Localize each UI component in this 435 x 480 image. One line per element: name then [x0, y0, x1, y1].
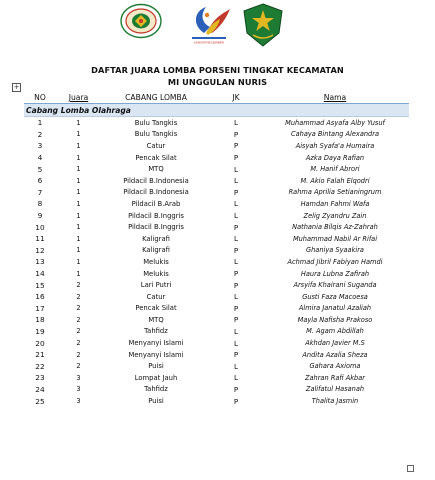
table-row [24, 175, 409, 187]
table-row [24, 163, 409, 175]
row-nama: Almira Janatul Azaliah [298, 304, 372, 313]
row-nama: Haura Lubna Zafirah [300, 269, 370, 278]
row-jk: P [233, 350, 239, 360]
row-juara: 1 [76, 176, 81, 185]
row-cabang-lomba: Kaligrafi [142, 234, 170, 243]
row-nama: Andita Azalia Sheza [302, 350, 368, 359]
row-nama: M. Agam Abdillah [306, 327, 364, 336]
row-juara: 1 [76, 141, 81, 150]
row-jk: P [233, 303, 239, 313]
table-row [24, 395, 409, 407]
row-no: 3 [37, 141, 43, 151]
row-cabang-lomba: Pildacil B.Indonesia [123, 188, 189, 197]
row-nama: Nathania Bilqis Az-Zahrah [292, 223, 378, 232]
row-no: 1 [37, 118, 43, 128]
row-no: 19 [35, 326, 45, 336]
regency-bird-logo-icon [184, 3, 234, 45]
row-nama: Zelig Zyandru Zain [303, 211, 367, 220]
row-no: 4 [37, 153, 43, 163]
row-nama: Azka Daya Rafian [305, 153, 365, 162]
table-row [24, 291, 409, 303]
section-label: Cabang Lomba Olahraga [24, 104, 409, 117]
row-jk: P [233, 315, 239, 325]
table-row [24, 210, 409, 222]
row-nama: Aisyah Syafa'a Humaira [295, 141, 375, 150]
row-juara: 1 [76, 223, 81, 232]
header-jk: JK [211, 92, 261, 104]
table-row [24, 233, 409, 245]
row-jk: P [233, 384, 239, 394]
row-no: 6 [37, 176, 43, 186]
row-juara: 2 [76, 315, 81, 324]
row-juara: 1 [76, 165, 81, 174]
table-row [24, 372, 409, 384]
row-jk: P [233, 280, 239, 290]
row-no: 20 [35, 338, 45, 348]
school-emblem-icon [120, 3, 162, 39]
row-nama: Gahara Axioma [309, 362, 361, 371]
table-row [24, 349, 409, 361]
table-row [24, 221, 409, 233]
row-juara: 1 [76, 118, 81, 127]
row-no: 23 [35, 373, 45, 383]
table-resize-handle-icon[interactable] [407, 465, 414, 472]
table-move-handle-icon[interactable]: + [13, 83, 20, 91]
table-row [24, 326, 409, 338]
table-row [24, 384, 409, 396]
row-juara: 3 [76, 385, 81, 394]
table-row [24, 117, 409, 129]
row-jk: L [233, 118, 238, 128]
ministry-star-emblem-icon [243, 3, 283, 47]
row-jk: L [233, 164, 238, 174]
row-cabang-lomba: Pencak Silat [135, 304, 177, 313]
row-nama: Ghaniya Syaakira [306, 246, 364, 255]
table-row [24, 245, 409, 257]
row-jk: L [233, 326, 238, 336]
row-juara: 2 [76, 339, 81, 348]
row-juara: 1 [76, 153, 81, 162]
row-jk: L [233, 257, 238, 267]
row-nama: Akhdan Javier M.S [305, 339, 365, 348]
row-no: 22 [35, 361, 45, 371]
row-nama: Zahran Rafi Akbar [304, 373, 365, 382]
row-cabang-lomba: Pildacil B.Inggris [128, 211, 184, 220]
row-jk: L [233, 292, 238, 302]
header-nama: Nama [261, 92, 409, 104]
table-row [24, 268, 409, 280]
row-juara: 1 [76, 188, 81, 197]
table-row [24, 314, 409, 326]
row-jk: P [233, 153, 239, 163]
row-juara: 1 [76, 234, 81, 243]
row-jk: P [233, 245, 239, 255]
row-cabang-lomba: Bulu Tangkis [134, 118, 178, 127]
row-no: 11 [35, 234, 45, 244]
row-cabang-lomba: MTQ [148, 165, 164, 174]
row-jk: P [233, 141, 239, 151]
row-cabang-lomba: Tahfidz [144, 327, 168, 336]
row-no: 10 [35, 222, 45, 232]
row-cabang-lomba: Menyanyi Islami [128, 350, 184, 359]
table-header-row [24, 92, 409, 104]
row-cabang-lomba: Catur [146, 292, 166, 301]
header-logos [0, 3, 435, 53]
row-no: 7 [37, 187, 43, 197]
row-cabang-lomba: Pildacil B.Indonesia [123, 176, 189, 185]
row-nama: Thalita Jasmin [311, 397, 359, 406]
row-juara: 2 [76, 304, 81, 313]
row-cabang-lomba: Lompat Jauh [134, 373, 178, 382]
row-jk: P [233, 187, 239, 197]
row-juara: 1 [76, 130, 81, 139]
row-no: 2 [37, 129, 43, 139]
row-jk: L [233, 199, 238, 209]
table-row [24, 152, 409, 164]
row-jk: L [233, 373, 238, 383]
row-juara: 2 [76, 327, 81, 336]
row-juara: 2 [76, 292, 81, 301]
row-juara: 2 [76, 362, 81, 371]
logo-caption: KABUPATEN JEMBER [194, 40, 224, 45]
row-no: 5 [37, 164, 43, 174]
row-cabang-lomba: Lari Putri [140, 281, 172, 290]
row-juara: 1 [76, 269, 81, 278]
document-subtitle: MI UNGGULAN NURIS [167, 77, 268, 87]
table-row [24, 140, 409, 152]
row-nama: Achmad Jibril Fabiyan Hamdi [287, 257, 383, 266]
row-cabang-lomba: Melukis [143, 269, 169, 278]
row-juara: 1 [76, 246, 81, 255]
row-no: 8 [37, 199, 43, 209]
row-cabang-lomba: MTQ [148, 315, 164, 324]
header-cabang-lomba: CABANG LOMBA [101, 92, 211, 104]
header-no: NO [24, 92, 56, 104]
document-title: DAFTAR JUARA LOMBA PORSENI TINGKAT KECAMATAN [91, 65, 344, 75]
row-nama: Gusti Faza Macoesa [302, 292, 368, 301]
row-nama: Muhammad Nabil Ar Rifai [292, 234, 378, 243]
row-nama: Muhammad Asyafa Alby Yusuf [285, 118, 385, 127]
row-cabang-lomba: Tahfidz [144, 385, 168, 394]
row-cabang-lomba: Melukis [143, 257, 169, 266]
row-no: 24 [35, 384, 45, 394]
row-no: 25 [35, 396, 45, 406]
row-jk: L [233, 361, 238, 371]
row-no: 15 [35, 280, 45, 290]
row-nama: Zalifatul Hasanah [305, 385, 365, 394]
row-jk: L [233, 338, 238, 348]
row-nama: M. Hanif Abrori [310, 165, 360, 174]
row-cabang-lomba: Puisi [148, 397, 164, 406]
row-nama: Mayla Nafisha Prakoso [297, 315, 373, 324]
row-juara: 1 [76, 211, 81, 220]
table-row [24, 256, 409, 268]
row-no: 21 [35, 350, 45, 360]
section-row [24, 104, 409, 117]
row-cabang-lomba: Catur [146, 141, 166, 150]
row-cabang-lomba: Pildacil B.Inggris [128, 223, 184, 232]
row-no: 14 [35, 269, 45, 279]
row-cabang-lomba: Menyanyi Islami [128, 339, 184, 348]
row-nama: Hamdan Fahmi Wafa [300, 199, 370, 208]
row-jk: L [233, 211, 238, 221]
row-jk: P [233, 269, 239, 279]
row-juara: 1 [76, 257, 81, 266]
row-cabang-lomba: Pildacil B.Arab [131, 199, 181, 208]
results-table [24, 92, 409, 407]
row-nama: Rahma Aprilia Setianingrum [288, 188, 382, 197]
row-nama: Cahaya Bintang Alexandra [291, 130, 379, 139]
row-cabang-lomba: Pencak Silat [135, 153, 177, 162]
row-nama: M. Akio Falah Elqodri [300, 176, 370, 185]
row-juara: 1 [76, 199, 81, 208]
row-no: 18 [35, 315, 45, 325]
table-row [24, 279, 409, 291]
table-row [24, 198, 409, 210]
row-no: 16 [35, 292, 45, 302]
row-nama: Arsyifa Khairani Suganda [293, 281, 377, 290]
row-cabang-lomba: Bulu Tangkis [134, 130, 178, 139]
row-jk: P [233, 129, 239, 139]
row-jk: L [233, 176, 238, 186]
table-row [24, 129, 409, 141]
row-jk: P [233, 222, 239, 232]
row-juara: 3 [76, 373, 81, 382]
row-no: 13 [35, 257, 45, 267]
row-juara: 2 [76, 281, 81, 290]
row-no: 12 [35, 245, 45, 255]
row-juara: 3 [76, 397, 81, 406]
row-jk: L [233, 234, 238, 244]
table-row [24, 303, 409, 315]
row-cabang-lomba: Puisi [148, 362, 164, 371]
row-no: 17 [35, 303, 45, 313]
row-no: 9 [37, 211, 43, 221]
row-jk: P [233, 396, 239, 406]
row-juara: 2 [76, 350, 81, 359]
table-row [24, 187, 409, 199]
row-cabang-lomba: Kaligrafi [142, 246, 170, 255]
header-juara: Juara [56, 92, 101, 104]
table-row [24, 360, 409, 372]
table-row [24, 337, 409, 349]
